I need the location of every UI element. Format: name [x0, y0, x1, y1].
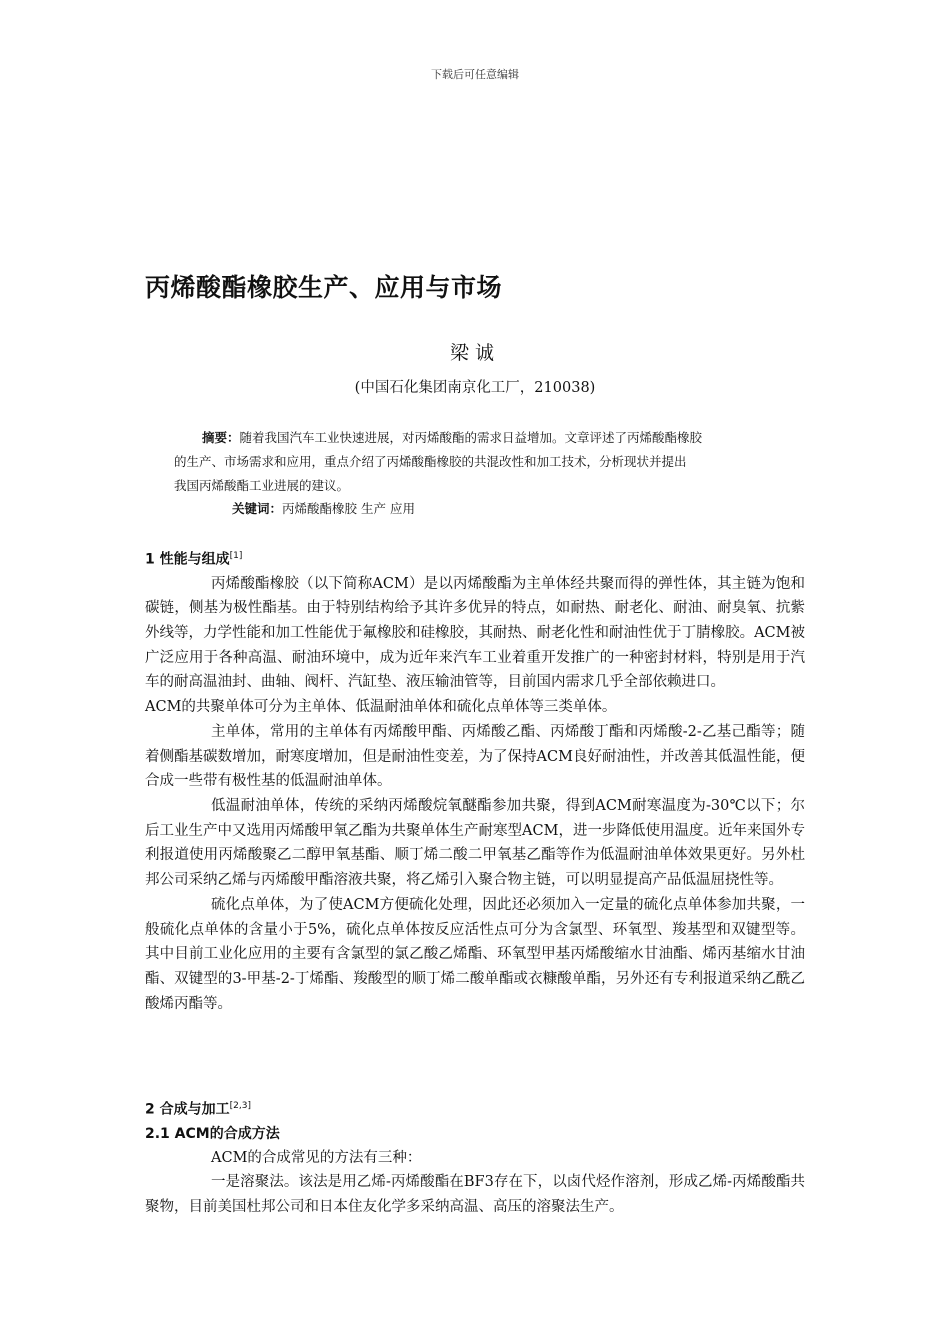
section-2-heading: [145, 1094, 805, 1122]
paragraph: ACM的共聚单体可分为主单体、低温耐油单体和硫化点单体等三类单体。: [145, 699, 617, 716]
abstract-text: 随着我国汽车工业快速进展，对丙烯酸酯的需求日益增加。文章评述了丙烯酸酯橡胶: [239, 430, 703, 445]
section-2-1-heading: 2.1 ACM的合成方法: [145, 1125, 280, 1142]
keywords: [232, 499, 415, 517]
author: 梁诚: [449, 342, 500, 364]
keywords-text: 丙烯酸酯橡胶 生产 应用: [282, 501, 415, 516]
section-2: [145, 1094, 805, 1220]
paragraph: ACM的合成常见的方法有三种：: [211, 1149, 422, 1166]
paragraph: 硫化点单体，为了使ACM方便硫化处理，因此还必须加入一定量的硫化点单体参加共聚，一般硫化点单体的含量小于5%，硫化点单体按反应活性点可分为含氯型、环氧型、羧基型和双键型等。其中目前工业化应用的主要有含氯型的氯乙酸乙烯酯、环氧型甲基丙烯酸缩水甘油酯、烯丙基缩水甘油酯、双键型的3-甲基-2-丁烯酯、羧酸型的顺丁烯二酸单酯或衣糠酸单酯，另外还有专利报道采纳乙酰乙酸烯丙酯等。: [145, 896, 805, 1012]
section-1-ref: [1]: [229, 551, 243, 561]
section-1-heading-text: 1 性能与组成: [145, 551, 230, 568]
paragraph: 低温耐油单体，传统的采纳丙烯酸烷氧醚酯参加共聚，得到ACM耐寒温度为-30℃以下；尔后工业生产中又选用丙烯酸甲氧乙酯为共聚单体生产耐寒型ACM，进一步降低使用温度。近年来国外专利报道使用丙烯酸聚乙二醇甲氧基酯、顺丁烯二酸二甲氧基乙酯等作为低温耐油单体效果更好。另外杜邦公司采纳乙烯与丙烯酸甲酯溶液共聚，将乙烯引入聚合物主链，可以明显提高产品低温屈挠性等。: [145, 797, 805, 889]
page-title: 丙烯酸酯橡胶生产、应用与市场: [145, 273, 503, 302]
abstract-line-1: [174, 426, 794, 450]
section-1: [145, 544, 805, 1016]
affiliation: (中国石化集团南京化工厂，210038): [354, 380, 596, 396]
section-1-heading: [145, 544, 805, 572]
abstract-line-3: 我国丙烯酸酯工业进展的建议。: [174, 478, 350, 493]
paragraph: 一是溶聚法。该法是用乙烯-丙烯酸酯在BF3存在下，以卤代烃作溶剂，形成乙烯-丙烯酸酯共聚物，目前美国杜邦公司和日本住友化学多采纳高温、高压的溶聚法生产。: [145, 1174, 805, 1216]
paragraph: 丙烯酸酯橡胶（以下简称ACM）是以丙烯酸酯为主单体经共聚而得的弹性体，其主链为饱和碳链，侧基为极性酯基。由于特别结构给予其许多优异的特点，如耐热、耐老化、耐油、耐臭氧、抗紫外线等，力学性能和加工性能优于氟橡胶和硅橡胶，其耐热、耐老化性和耐油性优于丁腈橡胶。ACM被广泛应用于各种高温、耐油环境中，成为近年来汽车工业着重开发推广的一种密封材料，特别是用于汽车的耐高温油封、曲轴、阀杆、汽缸垫、液压输油管等，目前国内需求几乎全部依赖进口。: [145, 575, 805, 691]
abstract-label: 摘要：: [202, 430, 240, 445]
paragraph: 主单体，常用的主单体有丙烯酸甲酯、丙烯酸乙酯、丙烯酸丁酯和丙烯酸-2-乙基己酯等；随着侧酯基碳数增加，耐寒度增加，但是耐油性变差，为了保持ACM良好耐油性，并改善其低温性能，便合成一些带有极性基的低温耐油单体。: [145, 723, 805, 790]
abstract-line-2: 的生产、市场需求和应用，重点介绍了丙烯酸酯橡胶的共混改性和加工技术，分析现状并提出: [174, 454, 687, 469]
keywords-label: 关键词：: [232, 501, 283, 516]
section-2-heading-text: 2 合成与加工: [145, 1101, 230, 1118]
section-2-ref: [2,3]: [229, 1101, 251, 1111]
abstract: [174, 426, 794, 498]
header-note: 下载后可任意编辑: [431, 68, 519, 81]
